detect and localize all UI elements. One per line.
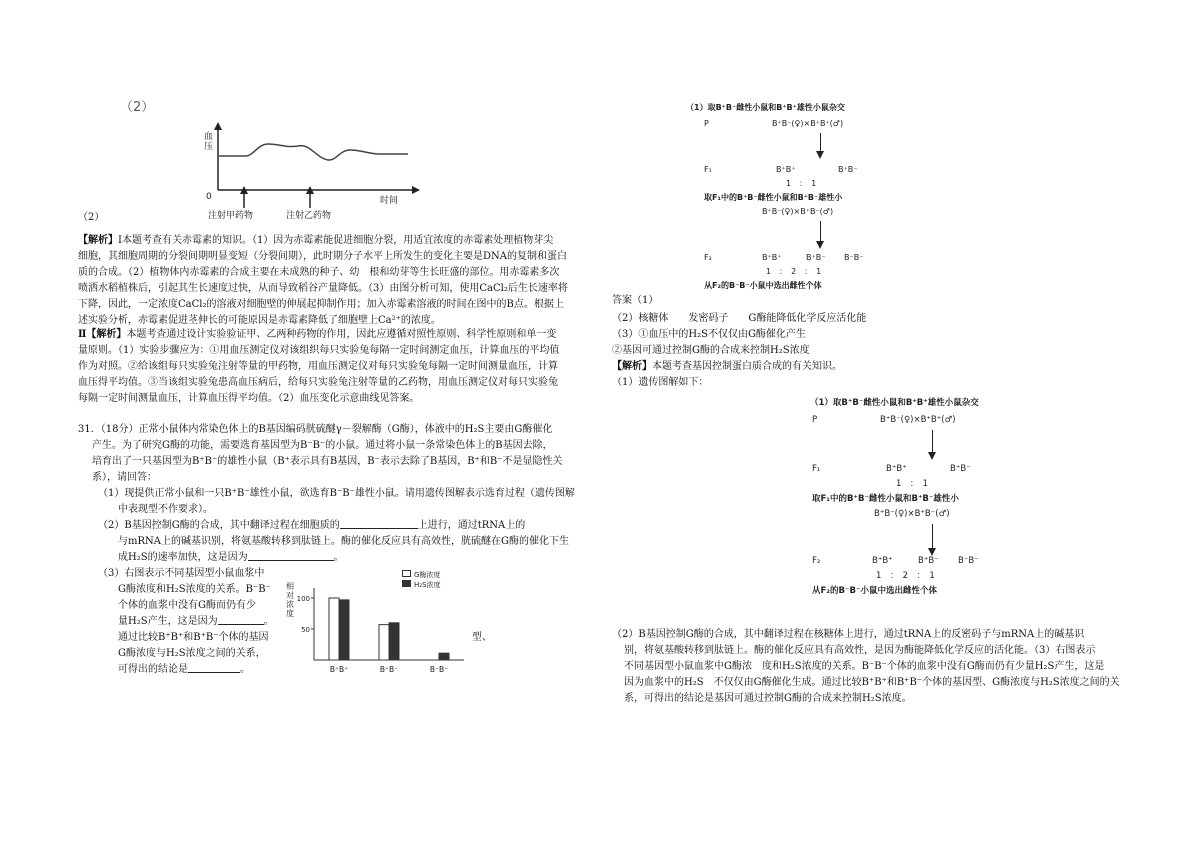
figure-caption: （2） <box>78 212 105 223</box>
figure-annotation-2: 注射乙药物 <box>286 211 332 221</box>
analysis-paragraph-1-line-5: 下降，因此，一定浓度CaCl₂的溶液对细胞壁的伸展起抑制作用；加入赤霉素溶液的时间在图中的B点。根据上 <box>78 299 564 310</box>
figure-panel-label: （2） <box>120 100 155 115</box>
subquestion-3-line-5-tail: 型、 <box>472 632 492 643</box>
figure-annotation-1: 注射甲药物 <box>208 211 254 221</box>
answer-heading: 答案（1） <box>612 295 659 306</box>
cross-f2-ratio: 1 ： 2 ： 1 <box>766 267 822 276</box>
cross-p: B⁺B⁻(♀)×B⁺B⁺(♂) <box>880 415 956 425</box>
question-31-line-1: 31．（18分）正常小鼠体内常染色体上的B基因编码胱硫醚γ－裂解酶（G酶），体液中的H₂S主要由G酶催化 <box>78 424 553 435</box>
answer-4: ②基因可通过控制G酶的合成来控制H₂S浓度 <box>612 345 810 356</box>
cross-f1-ratio: 1 ： 1 <box>896 479 929 489</box>
analysis-paragraph-1-line-3: 质的合成。（2）植物体内赤霉素的合成主要在未成熟的种子、幼 根和幼芽等生长旺盛的部位。用赤霉素多次 <box>78 267 560 278</box>
arrow-line <box>820 133 821 153</box>
cross-f1-genotype-1: B⁺B⁺ <box>886 464 907 474</box>
analysis-paragraph-1-line-1: 【解析】Ⅰ本题考查有关赤霉素的知识。（1）因为赤霉素能促进细胞分裂，用适宜浓度的赤霉素处理植物芽尖 <box>78 235 554 246</box>
subquestion-3-line-2: G酶浓度和H₂S浓度的关系。B⁻B⁻ <box>118 584 271 595</box>
subquestion-2-line-3: 成H₂S的速率加快，这是因为 。 <box>118 552 344 563</box>
analysis-paragraph-2-line-2: 量原则。（1）实验步骤应为：①用血压测定仪对该组织每只实验兔每隔一定时间测定血压，计算血压的平均值 <box>78 345 560 356</box>
subquestion-2-line-1: （2）B基因控制G酶的合成，其中翻译过程在细胞质的 上进行，通过tRNA上的 <box>98 520 526 531</box>
answer-2: （2）核糖体 发密码子 G酶能降低化学反应活化能 <box>612 313 867 324</box>
cross-title: （1）取B⁺B⁻雌性小鼠和B⁺B⁺雄性小鼠杂交 <box>686 103 845 112</box>
cross-title: （1）取B⁺B⁻雌性小鼠和B⁺B⁺雄性小鼠杂交 <box>810 398 979 408</box>
blood-pressure-figure <box>118 98 428 223</box>
cross-f1-selection: 取F₁中的B⁺B⁻雌性小鼠和B⁺B⁻雄性小 <box>704 193 843 202</box>
figure-origin: 0 <box>206 192 212 202</box>
cross-f2-selection: 从F₂的B⁻B⁻小鼠中选出雌性个体 <box>812 586 937 596</box>
subquestion-3-line-3: 个体的血浆中没有G酶而仍有少 <box>118 600 256 611</box>
answer-blank <box>188 662 240 673</box>
legend-swatch-white <box>402 570 411 577</box>
right-end-line-1: （2）B基因控制G酶的合成，其中翻译过程在核糖体上进行，通过tRNA上的反密码子与mRNA上的碱基识 <box>612 629 1085 640</box>
analysis-paragraph-2-line-1: Ⅱ【解析】本题考查通过设计实验验证甲、乙两种药物的作用，因此应遵循对照性原则、科学性原则和单一变 <box>78 329 557 340</box>
cross-f2-genotype-3: B⁻B⁻ <box>844 253 864 262</box>
right-end-line-2: 别，将氨基酸转移到肽链上。酶的催化反应具有高效性，是因为酶能降低化学反应的活化能。（3）右图表示 <box>624 645 1096 656</box>
cross-f2-genotype-1: B⁺B⁺ <box>762 253 782 262</box>
bar-h2s <box>389 623 399 660</box>
x-tick-label: B⁺B⁻ <box>379 665 399 674</box>
cross-f2-genotype-2: B⁺B⁻ <box>806 253 826 262</box>
analysis-paragraph-1-line-4: 喷洒水稻植株后，引起其生长速度过快，从而导致稻谷产量降低。（3）由图分析可知，使用CaCl₂后生长速率将 <box>78 283 568 294</box>
cross-f1-genotype-2: B⁺B⁻ <box>950 464 971 474</box>
x-tick-label: B⁺B⁺ <box>329 665 349 674</box>
question-31-line-4: 系），请回答： <box>92 472 157 483</box>
answer-blank <box>218 614 264 625</box>
right-analysis-line-2: （1）遗传图解如下： <box>612 377 709 388</box>
subquestion-3-line-4: 量H₂S产生，这是因为 。 <box>118 616 274 627</box>
arrow-head <box>928 548 936 556</box>
subquestion-1-line-2: 中表现型不作要求）。 <box>118 504 213 515</box>
arrow-head <box>816 151 824 159</box>
analysis-paragraph-1-line-6: 述实验分析，赤霉素促进茎伸长的可能原因是赤霉素降低了细胞壁上Ca²⁺的浓度。 <box>78 315 441 326</box>
arrow-line <box>932 524 933 550</box>
legend-swatch-dark <box>402 580 411 587</box>
question-31-line-3: 培育出了一只基因型为B⁺B⁻的雄性小鼠（B⁺表示具有B基因，B⁻表示去除了B基因，B⁺和B⁻不是显隐性关 <box>92 456 563 467</box>
analysis-paragraph-2-line-5: 每隔一定时间测量血压，计算血压得平均值。（2）血压变化示意曲线见答案。 <box>78 393 420 404</box>
cross-p-label: P <box>704 119 709 128</box>
right-analysis-heading: 【解析】 <box>612 361 652 372</box>
analysis-heading-2: Ⅱ【解析】 <box>78 329 127 340</box>
cross-f2-selection: 从F₂的B⁻B⁻小鼠中选出雌性个体 <box>704 281 822 290</box>
cross-f1-label: F₁ <box>704 165 712 174</box>
cross-f2-label: F₂ <box>812 556 821 566</box>
analysis-heading: 【解析】 <box>78 235 118 246</box>
arrow-line <box>932 430 933 454</box>
bar-h2s <box>339 600 349 660</box>
right-end-line-3: 不同基因型小鼠血浆中G酶浓 度和H₂S浓度的关系。B⁻B⁻个体的血浆中没有G酶而仍有少量H₂S产生，这是 <box>624 661 1105 672</box>
subquestion-3-line-6: G酶浓度与H₂S浓度之间的关系， <box>118 648 266 659</box>
cross-f1-label: F₁ <box>812 464 821 474</box>
answer-blank <box>248 550 334 561</box>
arrow-head <box>816 241 824 249</box>
arrow-line <box>820 221 821 243</box>
legend-item-g-enzyme: G酶浓度 <box>402 570 441 580</box>
bar-h2s <box>439 653 449 660</box>
y-tick-label: 50 <box>301 626 310 634</box>
cross-f2-genotype-1: B⁺B⁺ <box>872 556 893 566</box>
genetic-cross-diagram-top <box>676 103 896 293</box>
right-analysis-line-1: 【解析】本题考查基因控制蛋白质合成的有关知识。 <box>612 361 842 372</box>
cross-f2-label: F₂ <box>704 253 712 262</box>
question-31-line-2: 产生。为了研究G酶的功能，需要选育基因型为B⁻B⁻的小鼠。通过将小鼠一条常染色体上的B基因去除， <box>92 440 553 451</box>
answer-blank <box>340 518 418 529</box>
subquestion-3-line-7: 可得出的结论是 。 <box>118 664 250 675</box>
genetic-cross-diagram-bottom <box>800 398 1040 598</box>
y-tick-label: 100 <box>296 595 310 603</box>
subquestion-2-line-2: 与mRNA上的碱基识别，将氨基酸转移到肽链上。酶的催化反应具有高效性，胱硫醚在G酶的催化下生 <box>118 536 569 547</box>
cross-f1-cross: B⁺B⁻(♀)×B⁺B⁻(♂) <box>762 207 834 216</box>
cross-p: B⁺B⁻(♀)×B⁺B⁺(♂) <box>772 119 844 128</box>
arrow-head <box>928 452 936 460</box>
right-end-line-4: 因为血浆中的H₂S 不仅仅由G酶催化生成。通过比较B⁺B⁺和B⁺B⁻个体的基因型、G酶浓度与H₂S浓度之间的关 <box>624 677 1120 688</box>
x-tick-label: B⁻B⁻ <box>429 665 449 674</box>
chart-ylabel: 相对浓度 <box>286 582 294 618</box>
bar-g-enzyme <box>379 625 389 660</box>
bar-chart-svg <box>282 568 472 686</box>
answer-3: （3）①血压中的H₂S不仅仅由G酶催化产生 <box>612 329 806 340</box>
cross-p-label: P <box>812 415 818 425</box>
cross-f2-genotype-2: B⁺B⁻ <box>918 556 939 566</box>
cross-f2-ratio: 1 ： 2 ： 1 <box>876 571 935 581</box>
cross-f2-genotype-3: B⁻B⁻ <box>958 556 979 566</box>
cross-f1-selection: 取F₁中的B⁺B⁻雌性小鼠和B⁺B⁻雄性小 <box>812 494 959 504</box>
analysis-paragraph-2-line-3: 作为对照。②给该组每只实验兔注射等量的甲药物，用血压测定仪对每只实验兔每隔一定时间测量血压，计算 <box>78 361 558 372</box>
figure-xlabel: 时间 <box>380 196 399 206</box>
figure-ylabel: 血压 <box>204 132 214 152</box>
subquestion-3-line-1: （3）右图表示不同基因型小鼠血浆中 <box>98 568 265 579</box>
legend-item-h2s: H₂S浓度 <box>402 580 441 590</box>
cross-f1-ratio: 1 ： 1 <box>786 179 817 188</box>
analysis-paragraph-2-line-4: 血压得平均值。③当该组实验兔患高血压病后，给每只实验兔注射等量的乙药物，用血压测定仪对每只实验兔 <box>78 377 558 388</box>
chart-legend <box>402 570 441 590</box>
right-end-line-5: 系，可得出的结论是基因可通过控制G酶的合成来控制H₂S浓度。 <box>624 693 912 704</box>
subquestion-3-line-5: 通过比较B⁺B⁺和B⁺B⁻个体的基因 <box>118 632 269 643</box>
subquestion-1-line-1: （1）现提供正常小鼠和一只B⁺B⁻雄性小鼠，欲选育B⁻B⁻雄性小鼠。请用遗传图解表示选育过程（遗传图解 <box>98 488 575 499</box>
cross-f1-genotype-1: B⁺B⁺ <box>776 165 796 174</box>
cross-f1-genotype-2: B⁺B⁻ <box>838 165 858 174</box>
analysis-paragraph-1-line-2: 细胞，其细胞周期的分裂间期明显变短（分裂间期），此时期分子水平上所发生的变化主要是DNA的复制和蛋白 <box>78 251 567 262</box>
cross-f1-cross: B⁺B⁻(♀)×B⁺B⁻(♂) <box>874 509 950 519</box>
bar-g-enzyme <box>329 598 339 660</box>
concentration-bar-chart <box>282 568 472 686</box>
